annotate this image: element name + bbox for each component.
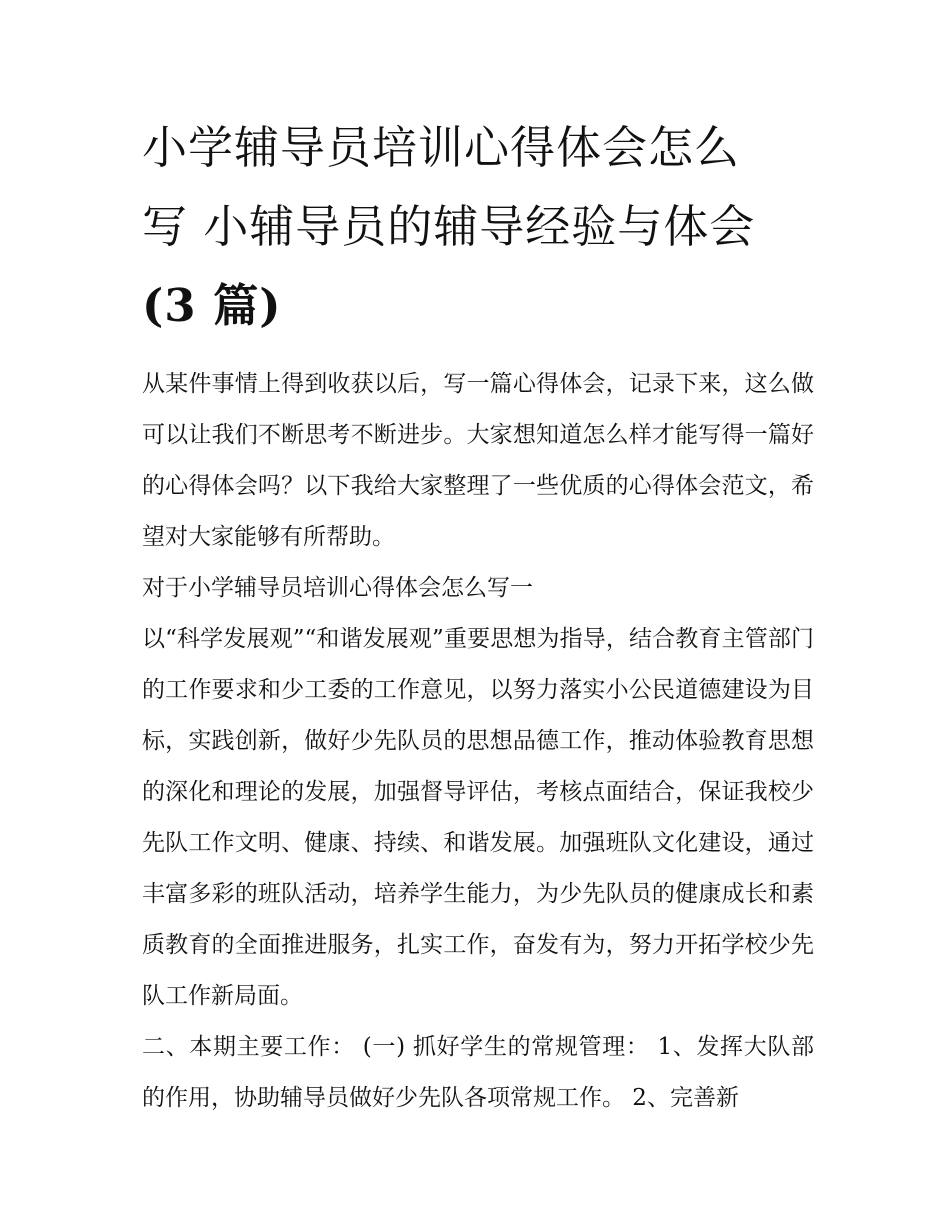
- title-line-1: 小学辅导员培训心得体会怎么: [142, 121, 741, 174]
- document-title: [142, 108, 814, 345]
- document-page: [142, 108, 814, 1124]
- title-line-3: (3 篇): [142, 279, 282, 332]
- section-heading: 对于小学辅导员培训心得体会怎么写一: [142, 575, 533, 601]
- title-line-2: 写 小辅导员的辅导经验与体会: [142, 200, 756, 253]
- intro-paragraph: 从某件事情上得到收获以后，写一篇心得体会，记录下来，这么做可以让我们不断思考不断进步。大家想知道怎么样才能写得一篇好的心得体会吗？以下我给大家整理了一些优质的心得体会范文，希望对大家能够有所帮助。: [142, 371, 814, 550]
- work-paragraph: 二、本期主要工作： (一) 抓好学生的常规管理： 1、发挥大队部的作用，协助辅导员做好少先队各项常规工作。 2、完善新: [142, 1034, 814, 1111]
- body-paragraph: 以“科学发展观”“和谐发展观”重要思想为指导，结合教育主管部门的工作要求和少工委的工作意见，以努力落实小公民道德建设为目标，实践创新，做好少先队员的思想品德工作，推动体验教育思想的深化和理论的发展，加强督导评估，考核点面结合，保证我校少先队工作文明、健康、持续、和谐发展。加强班队文化建设，通过丰富多彩的班队活动，培养学生能力，为少先队员的健康成长和素质教育的全面推进服务，扎实工作，奋发有为，努力开拓学校少先队工作新局面。: [142, 626, 814, 1009]
